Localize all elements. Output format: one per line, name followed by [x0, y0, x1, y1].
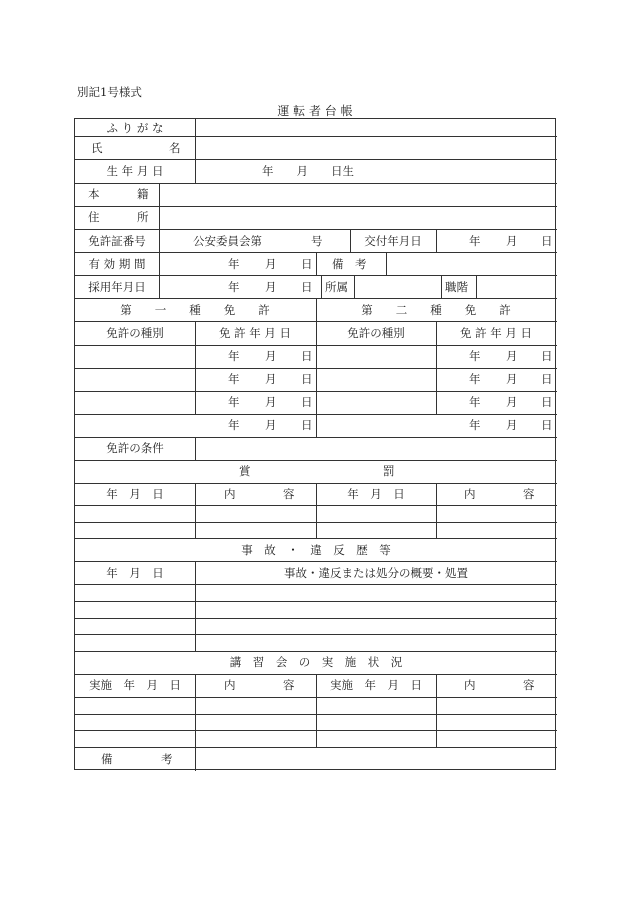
- table-rule: [316, 298, 317, 437]
- date-part: 日: [541, 234, 553, 248]
- label-first-class: 第 一 種 免 許: [120, 303, 270, 317]
- col-training-date: 実施 年 月 日: [89, 678, 181, 692]
- date-part: 月: [506, 234, 518, 248]
- date-part: 年: [469, 372, 481, 386]
- col-license-type: 免許の種別: [106, 326, 164, 340]
- date-part: 日: [541, 418, 553, 432]
- label-conditions: 免許の条件: [106, 441, 164, 455]
- col-content: 内: [464, 487, 476, 501]
- table-rule: [75, 538, 557, 539]
- table-rule: [159, 229, 160, 298]
- col-date: 年 月 日: [106, 566, 164, 580]
- date-part: 年: [228, 395, 240, 409]
- table-rule: [195, 674, 196, 747]
- date-part: 日: [301, 280, 313, 294]
- label-furigana: ふ り が な: [106, 121, 164, 135]
- col-license-date: 免 許 年 月 日: [218, 326, 292, 340]
- label-remarks: 考: [161, 752, 173, 766]
- label-remarks: 備: [101, 752, 113, 766]
- label-name: 氏: [91, 141, 103, 155]
- date-part: 月: [506, 372, 518, 386]
- col-content: 容: [283, 487, 295, 501]
- table-rule: [195, 561, 196, 651]
- label-accidents: 事 故 ・ 違 反 歴 等: [241, 543, 391, 557]
- date-part: 年: [469, 349, 481, 363]
- ledger-table: [74, 118, 556, 770]
- date-part: 月: [265, 372, 277, 386]
- table-rule: [75, 183, 557, 184]
- date-part: 日: [301, 395, 313, 409]
- date-part: 日: [541, 349, 553, 363]
- col-training-date: 実施 年 月 日: [330, 678, 422, 692]
- license-issuer: 公安委員会第: [193, 234, 262, 248]
- birth-date-value: 年 月 日生: [262, 164, 354, 178]
- table-rule: [75, 747, 557, 748]
- date-part: 日: [541, 372, 553, 386]
- table-rule: [75, 634, 557, 635]
- table-rule: [195, 483, 196, 538]
- table-rule: [75, 206, 557, 207]
- col-content: 内: [224, 487, 236, 501]
- table-rule: [195, 119, 196, 183]
- table-rule: [75, 159, 557, 160]
- date-part: 月: [265, 257, 277, 271]
- table-rule: [75, 229, 557, 230]
- table-rule: [386, 252, 387, 275]
- col-content: 容: [283, 678, 295, 692]
- date-part: 日: [301, 349, 313, 363]
- date-part: 年: [228, 257, 240, 271]
- table-rule: [75, 437, 557, 438]
- table-rule: [75, 618, 557, 619]
- label-address: 所: [137, 210, 149, 224]
- label-reward: 賞: [239, 464, 251, 478]
- col-content: 内: [464, 678, 476, 692]
- label-hire-date: 採用年月日: [88, 280, 146, 294]
- date-part: 年: [228, 349, 240, 363]
- col-license-type: 免許の種別: [347, 326, 405, 340]
- date-part: 年: [228, 372, 240, 386]
- table-rule: [436, 483, 437, 538]
- date-part: 月: [265, 395, 277, 409]
- col-accident-detail: 事故・違反または処分の概要・処置: [284, 566, 468, 580]
- table-rule: [75, 460, 557, 461]
- table-rule: [75, 561, 557, 562]
- date-part: 月: [506, 349, 518, 363]
- label-honseki: 籍: [137, 187, 149, 201]
- date-part: 月: [265, 418, 277, 432]
- label-second-class: 第 二 種 免 許: [361, 303, 511, 317]
- table-rule: [316, 252, 317, 275]
- date-part: 日: [541, 395, 553, 409]
- table-rule: [316, 483, 317, 538]
- date-part: 月: [506, 395, 518, 409]
- label-training: 講 習 会 の 実 施 状 況: [229, 655, 403, 669]
- form-number: 別記1号様式: [77, 85, 142, 99]
- table-rule: [159, 183, 160, 229]
- date-part: 年: [228, 280, 240, 294]
- date-part: 年: [228, 418, 240, 432]
- date-part: 年: [469, 418, 481, 432]
- col-license-date: 免 許 年 月 日: [459, 326, 533, 340]
- table-rule: [75, 275, 557, 276]
- label-birth: 生 年 月 日: [106, 164, 164, 178]
- label-position: 職階: [445, 280, 468, 294]
- table-rule: [195, 437, 196, 460]
- label-validity: 有 効 期 間: [88, 257, 146, 271]
- table-rule: [321, 275, 322, 298]
- col-content: 容: [523, 487, 535, 501]
- table-rule: [436, 321, 437, 414]
- label-honseki: 本: [88, 187, 100, 201]
- table-rule: [75, 651, 557, 652]
- table-rule: [316, 674, 317, 747]
- table-rule: [441, 275, 442, 298]
- col-content: 内: [224, 678, 236, 692]
- date-part: 日: [301, 257, 313, 271]
- date-part: 日: [301, 418, 313, 432]
- label-remarks-short: 備 考: [332, 257, 367, 271]
- date-part: 年: [469, 234, 481, 248]
- table-rule: [75, 601, 557, 602]
- date-part: 年: [469, 395, 481, 409]
- col-date: 年 月 日: [347, 487, 405, 501]
- table-rule: [350, 229, 351, 252]
- date-part: 日: [301, 372, 313, 386]
- label-affiliation: 所属: [325, 280, 348, 294]
- label-punishment: 罰: [383, 464, 395, 478]
- label-issue-date: 交付年月日: [364, 234, 422, 248]
- label-license-number: 免許証番号: [88, 234, 146, 248]
- table-rule: [436, 674, 437, 747]
- label-name: 名: [169, 141, 181, 155]
- license-go: 号: [311, 234, 323, 248]
- date-part: 月: [265, 349, 277, 363]
- label-address: 住: [88, 210, 100, 224]
- page-title: 運 転 者 台 帳: [277, 104, 353, 118]
- table-rule: [195, 321, 196, 414]
- col-date: 年 月 日: [106, 487, 164, 501]
- table-rule: [195, 747, 196, 771]
- table-rule: [75, 136, 557, 137]
- date-part: 月: [265, 280, 277, 294]
- table-rule: [436, 229, 437, 252]
- table-rule: [75, 584, 557, 585]
- col-content: 容: [523, 678, 535, 692]
- date-part: 月: [506, 418, 518, 432]
- table-rule: [354, 275, 355, 298]
- table-rule: [476, 275, 477, 298]
